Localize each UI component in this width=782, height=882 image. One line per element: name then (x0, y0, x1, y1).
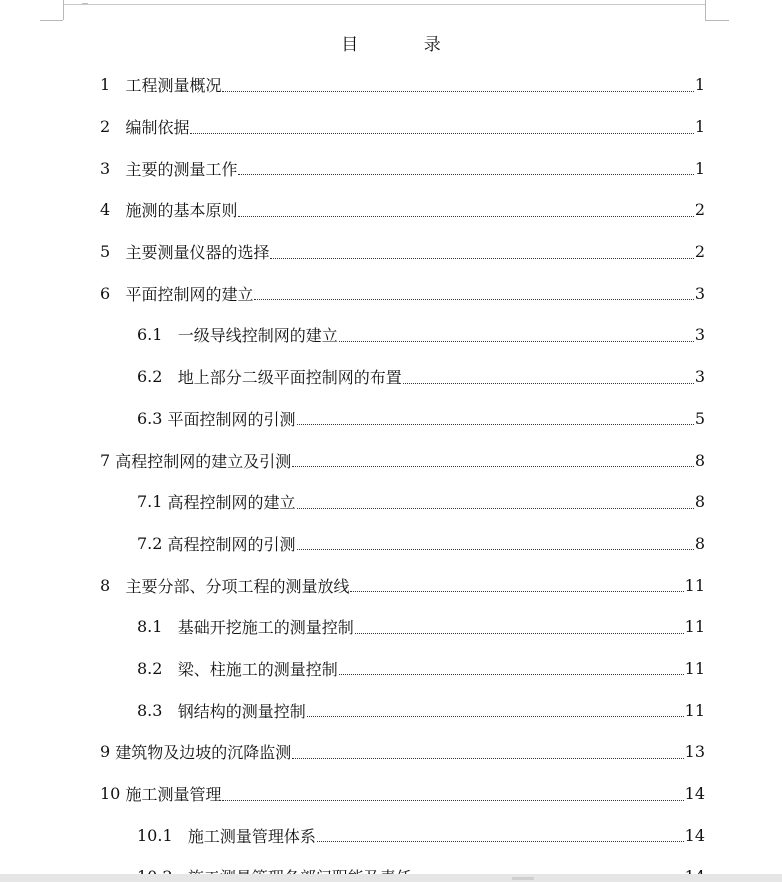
toc-entry[interactable] (0, 439, 782, 481)
toc-entry-number: 10 (100, 784, 121, 804)
toc-entry-gap (162, 325, 177, 344)
toc-page-number: 14 (684, 825, 705, 845)
toc-entry-number: 8 (100, 575, 111, 595)
toc-entry-title: 主要分部、分项工程的测量放线 (125, 576, 350, 596)
toc-dot-leader (339, 673, 684, 675)
toc-entry-title: 主要的测量工作 (125, 159, 238, 179)
toc-entry[interactable] (0, 356, 782, 398)
toc-entry[interactable] (0, 689, 782, 731)
toc-dot-leader (307, 715, 684, 717)
toc-entry-title: 工程测量概况 (125, 76, 222, 96)
toc-entry[interactable] (0, 189, 782, 231)
toc-entry-number: 7 (100, 450, 111, 470)
table-of-contents (0, 64, 782, 882)
toc-dot-leader (292, 465, 694, 467)
toc-entry-title: 施工测量管理体系 (187, 826, 316, 846)
toc-entry-title: 钢结构的测量控制 (177, 701, 306, 721)
toc-entry-title: 高程控制网的引测 (167, 534, 296, 554)
toc-entry-number: 8.3 (137, 700, 163, 720)
toc-page-number: 3 (694, 367, 705, 387)
toc-entry-number: 7.1 (137, 492, 163, 512)
toc-page-number: 8 (694, 533, 705, 553)
toc-entry-gap (110, 117, 125, 136)
toc-entry-number: 6.2 (137, 367, 163, 387)
toc-entry[interactable] (0, 564, 782, 606)
header-tick-mark (82, 0, 88, 4)
toc-entry-number: 2 (100, 117, 111, 137)
toc-entry[interactable] (0, 398, 782, 440)
toc-page-number: 3 (694, 325, 705, 345)
toc-entry[interactable] (0, 606, 782, 648)
toc-dot-leader (350, 590, 683, 592)
toc-dot-leader (222, 799, 683, 801)
toc-dot-leader (238, 173, 693, 175)
toc-entry-gap (162, 701, 177, 720)
toc-entry-number: 6.3 (137, 408, 163, 428)
toc-entry[interactable] (0, 814, 782, 856)
toc-entry-title: 平面控制网的引测 (167, 409, 296, 429)
toc-dot-leader (297, 423, 694, 425)
toc-entry-title: 主要测量仪器的选择 (125, 243, 270, 263)
toc-entry-number: 4 (100, 200, 111, 220)
toc-entry-number: 9 (100, 742, 111, 762)
toc-entry-title: 梁、柱施工的测量控制 (177, 659, 338, 679)
toc-title: 目 录 (341, 35, 471, 55)
toc-page-number: 8 (694, 450, 705, 470)
toc-page-number: 13 (684, 742, 705, 762)
corner-mark-top-right-horizontal (705, 20, 729, 21)
toc-entry-number: 6 (100, 283, 111, 303)
toc-dot-leader (297, 548, 694, 550)
toc-page-number: 11 (684, 617, 705, 637)
toc-entry-number: 6.1 (137, 325, 163, 345)
toc-dot-leader (254, 298, 693, 300)
toc-page-number: 11 (684, 575, 705, 595)
toc-entry[interactable] (0, 106, 782, 148)
toc-entry-gap (110, 200, 125, 219)
toc-entry[interactable] (0, 231, 782, 273)
page-bottom-edge (0, 874, 782, 882)
toc-page-number: 5 (694, 408, 705, 428)
toc-page-number: 8 (694, 492, 705, 512)
toc-entry-number: 1 (100, 75, 111, 95)
toc-page-number: 1 (694, 75, 705, 95)
toc-entry-number: 7.2 (137, 533, 163, 553)
toc-entry-title: 施工测量管理 (125, 785, 222, 805)
corner-mark-top-left-vertical (63, 0, 64, 20)
toc-page-number: 1 (694, 117, 705, 137)
toc-entry-title: 高程控制网的建立 (167, 493, 296, 513)
toc-dot-leader (317, 840, 684, 842)
toc-entry-title: 建筑物及边坡的沉降监测 (115, 743, 292, 763)
toc-entry-gap (162, 367, 177, 386)
toc-entry-title: 一级导线控制网的建立 (177, 326, 338, 346)
toc-dot-leader (297, 507, 694, 509)
toc-entry-number: 5 (100, 242, 111, 262)
toc-entry-gap (162, 617, 177, 636)
toc-page-number: 11 (684, 658, 705, 678)
toc-entry-title: 地上部分二级平面控制网的布置 (177, 368, 402, 388)
toc-entry[interactable] (0, 272, 782, 314)
toc-page-number: 3 (694, 283, 705, 303)
toc-entry[interactable] (0, 731, 782, 773)
toc-dot-leader (190, 132, 693, 134)
toc-entry-title: 基础开挖施工的测量控制 (177, 618, 354, 638)
toc-entry-title: 平面控制网的建立 (125, 284, 254, 304)
corner-mark-top-left-horizontal (40, 20, 63, 21)
toc-dot-leader (355, 632, 684, 634)
toc-entry-title: 编制依据 (125, 118, 190, 138)
toc-entry-gap (110, 242, 125, 261)
toc-entry-gap (110, 75, 125, 94)
toc-page-number: 2 (694, 200, 705, 220)
toc-dot-leader (222, 90, 693, 92)
toc-entry-gap (110, 576, 125, 595)
toc-entry[interactable] (0, 147, 782, 189)
toc-entry[interactable] (0, 648, 782, 690)
toc-entry-title: 施测的基本原则 (125, 201, 238, 221)
toc-page-number: 1 (694, 158, 705, 178)
toc-dot-leader (238, 215, 693, 217)
toc-entry[interactable] (0, 64, 782, 106)
toc-page-number: 2 (694, 242, 705, 262)
toc-entry-number: 3 (100, 158, 111, 178)
toc-entry-gap (110, 159, 125, 178)
scroll-handle[interactable] (512, 877, 534, 880)
toc-entry-number: 8.2 (137, 658, 163, 678)
toc-entry-number: 8.1 (137, 617, 163, 637)
toc-entry-gap (162, 659, 177, 678)
toc-dot-leader (403, 382, 694, 384)
toc-entry-title: 高程控制网的建立及引测 (115, 451, 292, 471)
toc-entry[interactable] (0, 314, 782, 356)
toc-dot-leader (292, 757, 683, 759)
toc-entry-number: 10.1 (137, 825, 173, 845)
toc-entry[interactable] (0, 523, 782, 565)
corner-mark-top-right-vertical (705, 0, 706, 20)
toc-entry-gap (110, 284, 125, 303)
toc-entry-gap (173, 826, 188, 845)
toc-dot-leader (339, 340, 694, 342)
toc-page-number: 14 (684, 784, 705, 804)
toc-page-number: 11 (684, 700, 705, 720)
toc-entry[interactable] (0, 773, 782, 815)
page-header-line (64, 4, 705, 5)
toc-entry[interactable] (0, 481, 782, 523)
toc-dot-leader (270, 257, 693, 259)
